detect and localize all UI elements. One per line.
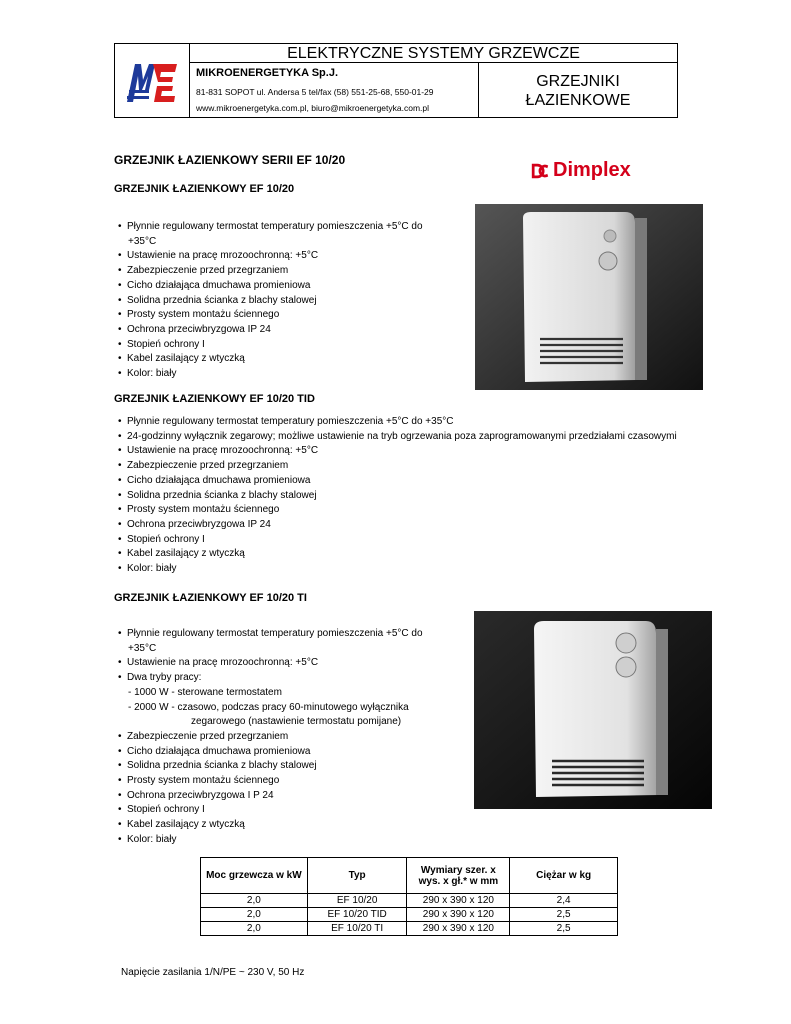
feature-item: • Płynnie regulowany termostat temperatury pomieszczenia +5°C do <box>118 220 423 235</box>
heater-photo-ef-10-20-ti <box>474 611 712 809</box>
feature-item: • Solidna przednia ścianka z blachy stalowej <box>118 759 423 774</box>
table-cell: 290 x 390 x 120 <box>407 908 510 922</box>
feature-item: • Solidna przednia ścianka z blachy stalowej <box>118 489 677 504</box>
heater-photo-ef-10-20 <box>475 204 703 390</box>
table-cell: EF 10/20 TI <box>307 922 407 936</box>
section-2-features <box>118 415 677 577</box>
feature-item: • Kabel zasilający z wtyczką <box>118 547 677 562</box>
table-header-row <box>201 858 618 894</box>
feature-item: • Prosty system montażu ściennego <box>118 503 677 518</box>
feature-item: • Kabel zasilający z wtyczką <box>118 352 423 367</box>
mode-item: - 1000 W - sterowane termostatem <box>128 686 282 698</box>
column-header: Typ <box>307 858 407 894</box>
table-cell: EF 10/20 <box>307 894 407 908</box>
section-3-features <box>118 627 423 848</box>
table-row <box>201 908 618 922</box>
specs-table <box>200 857 618 936</box>
column-header: Moc grzewcza w kW <box>201 858 308 894</box>
power-supply-note: Napięcie zasilania 1/N/PE ~ 230 V, 50 Hz <box>121 967 305 978</box>
feature-item: • Prosty system montażu ściennego <box>118 774 423 789</box>
feature-item: • Kolor: biały <box>118 367 423 382</box>
table-cell: 2,4 <box>510 894 618 908</box>
feature-item: • Kolor: biały <box>118 833 423 848</box>
company-info <box>190 63 479 117</box>
column-header: Wymiary szer. x wys. x gł.* w mm <box>407 858 510 894</box>
section-3-title: GRZEJNIK ŁAZIENKOWY EF 10/20 TI <box>114 592 307 604</box>
heater-image <box>474 611 712 809</box>
section-1-features <box>118 220 423 382</box>
document-header <box>114 43 678 118</box>
feature-item: • Stopień ochrony I <box>118 803 423 818</box>
feature-item: • Stopień ochrony I <box>118 338 423 353</box>
feature-item: • Cicho działająca dmuchawa promieniowa <box>118 279 423 294</box>
mikroenergetyka-logo-icon <box>121 50 183 112</box>
category-label <box>479 63 677 117</box>
dimplex-mark-icon <box>530 161 550 181</box>
feature-item: • Kolor: biały <box>118 562 677 577</box>
table-cell: 290 x 390 x 120 <box>407 922 510 936</box>
table-row <box>201 922 618 936</box>
feature-item: • Solidna przednia ścianka z blachy stalowej <box>118 294 423 309</box>
feature-item: • Zabezpieczenie przed przegrzaniem <box>118 264 423 279</box>
mode-item: - 2000 W - czasowo, podczas pracy 60-minutowego wyłącznika <box>128 701 409 713</box>
category-line-1: GRZEJNIKI <box>536 73 620 90</box>
feature-item: • Ochrona przeciwbryzgowa IP 24 <box>118 518 677 533</box>
brand-name: Dimplex <box>553 159 631 181</box>
company-name: MIKROENERGETYKA Sp.J. <box>196 67 338 79</box>
feature-item-continued: +35°C <box>128 235 157 247</box>
table-cell: 2,5 <box>510 922 618 936</box>
feature-item: • Kabel zasilający z wtyczką <box>118 818 423 833</box>
feature-item: • Ustawienie na pracę mrozoochronną: +5°C <box>118 444 677 459</box>
feature-item: • Zabezpieczenie przed przegrzaniem <box>118 459 677 474</box>
feature-item: • 24-godzinny wyłącznik zegarowy; możliwe ustawienie na tryb ogrzewania poza zaprogramowanymi przedziałami czasowymi <box>118 430 677 445</box>
feature-item: • Cicho działająca dmuchawa promieniowa <box>118 745 423 760</box>
company-address: 81-831 SOPOT ul. Andersa 5 tel/fax (58) 551-25-68, 550-01-29 <box>196 87 434 97</box>
table-cell: 2,0 <box>201 922 308 936</box>
feature-item: • Ochrona przeciwbryzgowa IP 24 <box>118 323 423 338</box>
page-title: GRZEJNIK ŁAZIENKOWY SERII EF 10/20 <box>114 153 346 167</box>
feature-item: • Płynnie regulowany termostat temperatury pomieszczenia +5°C do <box>118 627 423 642</box>
table-cell: EF 10/20 TID <box>307 908 407 922</box>
feature-item: • Ochrona przeciwbryzgowa I P 24 <box>118 789 423 804</box>
feature-item: • Ustawienie na pracę mrozoochronną: +5°C <box>118 656 423 671</box>
table-row <box>201 894 618 908</box>
feature-item: • Stopień ochrony I <box>118 533 677 548</box>
feature-item: • Ustawienie na pracę mrozoochronną: +5°C <box>118 249 423 264</box>
heater-image <box>475 204 703 390</box>
feature-item: • Prosty system montażu ściennego <box>118 308 423 323</box>
feature-item-continued: +35°C <box>128 642 157 654</box>
mode-item-continued: zegarowego (nastawienie termostatu pomijane) <box>191 716 402 728</box>
column-header: Ciężar w kg <box>510 858 618 894</box>
brand-logo <box>530 159 631 182</box>
feature-item: • Zabezpieczenie przed przegrzaniem <box>118 730 423 745</box>
table-cell: 2,5 <box>510 908 618 922</box>
company-logo <box>115 44 190 117</box>
section-1-title: GRZEJNIK ŁAZIENKOWY EF 10/20 <box>114 183 295 195</box>
feature-item: • Płynnie regulowany termostat temperatury pomieszczenia +5°C do +35°C <box>118 415 677 430</box>
section-2-title: GRZEJNIK ŁAZIENKOWY EF 10/20 TID <box>114 393 315 405</box>
header-title: ELEKTRYCZNE SYSTEMY GRZEWCZE <box>190 44 677 63</box>
feature-item: • Cicho działająca dmuchawa promieniowa <box>118 474 677 489</box>
table-cell: 2,0 <box>201 908 308 922</box>
category-line-2: ŁAZIENKOWE <box>525 92 631 109</box>
table-cell: 290 x 390 x 120 <box>407 894 510 908</box>
feature-item: • Dwa tryby pracy: <box>118 671 423 686</box>
company-web: www.mikroenergetyka.com.pl, biuro@mikroenergetyka.com.pl <box>196 103 430 113</box>
table-cell: 2,0 <box>201 894 308 908</box>
